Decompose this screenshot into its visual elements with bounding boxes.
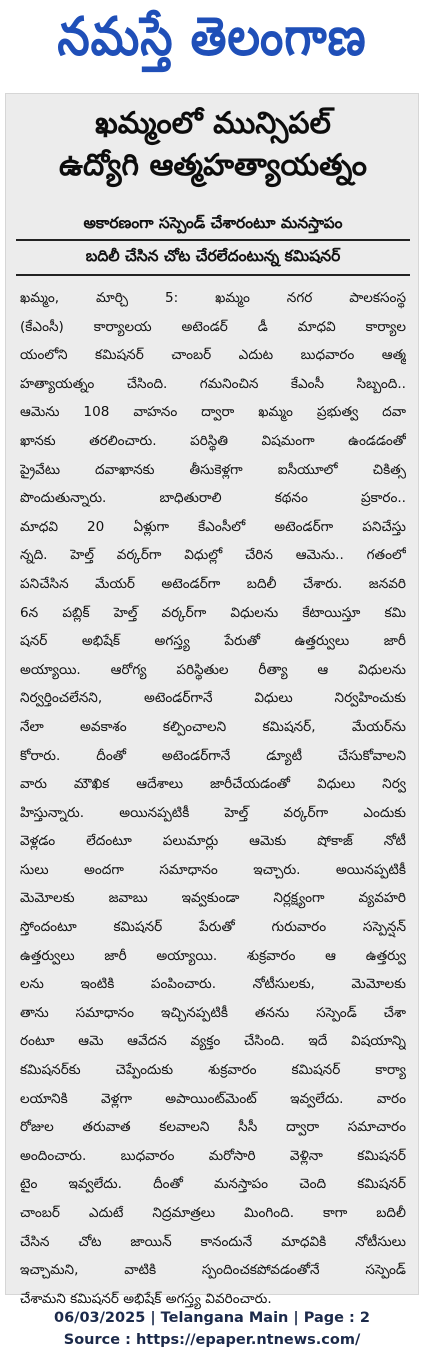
article-body-line: ప్రైవేటు దవాఖానకు తీసుకెళ్లగా ఐసీయూలో చికిత్స bbox=[20, 461, 406, 478]
divider-rule bbox=[16, 239, 410, 241]
article-body-line: మాధవి 20 ఏళ్లుగా కేఎంసీలో అటెండర్‌గా పనిచేస్తు bbox=[20, 518, 406, 535]
article-body-line: అందించారు. బుధవారం మరోసారి వెళ్లినా కమిషనర్ bbox=[20, 1147, 406, 1164]
article-body-line: న్నది. హెల్త్ వర్కర్‌గా విధుల్లో చేరిన ఆమెను.. గతంలో bbox=[20, 547, 406, 564]
news-clipping bbox=[5, 93, 419, 1307]
article-body-line: పొందుతున్నారు. బాధితురాలి కథనం ప్రకారం.. bbox=[20, 490, 406, 507]
headline-line-2: ఉద్యోగి ఆత్మహత్యాయత్నం bbox=[59, 148, 367, 183]
article-body-line: పనిచేసిన మేయర్ అటెండర్‌గా బదిలీ చేశారు. జనవరి bbox=[20, 575, 406, 592]
article-body-line: షనర్ అభిషేక్ అగస్త్య పేరుతో ఉత్తర్వులు జారీ bbox=[20, 633, 406, 650]
footer-date-line: 06/03/2025 | Telangana Main | Page : 2 bbox=[53, 1310, 370, 1326]
article-body-line: ఇచ్చామని, వాటికి స్పందించకపోవడంతోనే సస్పెండ్ bbox=[20, 1262, 406, 1279]
article-body-line: ఉత్తర్వులు జారీ అయ్యాయి. శుక్రవారం ఆ ఉత్తర్వు bbox=[20, 947, 406, 964]
article-body bbox=[20, 284, 406, 1313]
article-body-line: రంటూ ఆమె ఆవేదన వ్యక్తం చేసింది. ఇదే విషయాన్ని bbox=[20, 1033, 406, 1050]
masthead bbox=[0, 0, 424, 85]
headline-line-1: ఖమ్మంలో మున్సిపల్ bbox=[95, 106, 331, 141]
article-body-line: నేలా అవకాశం కల్పించాలని కమిషనర్, మేయర్‌ను bbox=[20, 718, 406, 735]
subheadline-1: అకారణంగా సస్పెండ్ చేశారంటూ మనస్తాపం bbox=[83, 214, 343, 232]
article-body-line: రోజుల తరువాత కలవాలని సీసీ ద్వారా సమాచారం bbox=[20, 1119, 406, 1136]
article-body-line: నిర్వర్తించలేనని, అటెండర్‌గానే విధులు నిర్వహించుకు bbox=[20, 690, 406, 707]
article-body-line: 6న పబ్లిక్ హెల్త్ వర్కర్‌గా విధులను కేటాయిస్తూ కమి bbox=[20, 604, 406, 621]
article-body-line: ఆమెను 108 వాహనం ద్వారా ఖమ్మం ప్రభుత్వ దవా bbox=[20, 404, 406, 421]
article-body-line: లయానికి వెళ్లగా అపాయింట్‌మెంట్ ఇవ్వలేదు. వారం bbox=[20, 1090, 406, 1107]
article-body-line: ఖమ్మం, మార్చి 5: ఖమ్మం నగర పాలకసంస్థ bbox=[20, 290, 406, 306]
article-body-line: చేశామని కమిషనర్ అభిషేక్ అగస్త్య వివరించారు. bbox=[20, 1290, 272, 1307]
divider-rule bbox=[16, 274, 410, 276]
article-body-line: కోరారు. దీంతో అటెండర్‌గానే డ్యూటీ చేసుకోవాలని bbox=[20, 747, 406, 764]
footer-source-line: Source : https://epaper.ntnews.com/ bbox=[63, 1332, 361, 1348]
article-body-line: హత్యాయత్నం చేసింది. గమనించిన కేఎంసీ సిబ్బంది.. bbox=[20, 375, 406, 392]
article-body-line: కమిషనర్‌కు చెప్పేందుకు శుక్రవారం కమిషనర్ కార్యా bbox=[20, 1062, 406, 1079]
article-body-line: తాను సమాధానం ఇచ్చినప్పటికీ తనను సస్పెండ్ చేశా bbox=[20, 1004, 406, 1021]
article-body-line: సులు అందగా సమాధానం ఇచ్చారు. అయినప్పటికీ bbox=[20, 861, 406, 878]
article-body-line: అయ్యాయి. ఆరోగ్య పరిస్థితుల రీత్యా ఆ విధులను bbox=[20, 661, 406, 678]
article-body-line: మెమోలకు జవాబు ఇవ్వకుండా నిర్లక్ష్యంగా వ్యవహరి bbox=[20, 890, 406, 907]
article-body-line: (కేఎంసీ) కార్యాలయ అటెండర్ డీ మాధవి కార్యాల bbox=[20, 318, 406, 335]
article-body-line: చేసిన చోట జాయిన్ కానందునే మాధవికి నోటీసులు bbox=[20, 1233, 406, 1250]
article-body-line: చాంబర్ ఎదుటే నిద్రమాత్రలు మింగింది. కాగా బదిలీ bbox=[20, 1205, 406, 1221]
article-body-line: లను ఇంటికి పంపించారు. నోటీసులకు, మెమోలకు bbox=[20, 976, 406, 993]
article-body-line: టైం ఇవ్వలేదు. దీంతో మనస్తాపం చెంది కమిషనర్ bbox=[20, 1176, 406, 1193]
article-body-line: వెళ్లడం లేదంటూ పలుమార్లు ఆమెకు షోకాజ్ నోటీ bbox=[20, 833, 406, 850]
subheadline-2: బదిలీ చేసిన చోట చేరలేదంటున్న కమిషనర్ bbox=[85, 247, 341, 265]
article-body-line: స్తోందంటూ కమిషనర్ పేరుతో గురువారం సస్పెన్షన్ bbox=[20, 919, 406, 936]
masthead-title: నమస్తే తెలంగాణ bbox=[57, 4, 367, 67]
article-body-line: హిస్తున్నారు. అయినప్పటికీ హెల్త్ వర్కర్‌గా ఎందుకు bbox=[20, 804, 406, 821]
article-body-line: యంలోని కమిషనర్ చాంబర్ ఎదుట బుధవారం ఆత్మ bbox=[20, 347, 406, 364]
article-body-line: ఖానకు తరలించారు. పరిస్థితి విషమంగా ఉండడంతో bbox=[20, 432, 406, 449]
article-body-line: వారు మౌఖిక ఆదేశాలు జారీచేయడంతో విధులు నిర్వ bbox=[20, 776, 406, 793]
